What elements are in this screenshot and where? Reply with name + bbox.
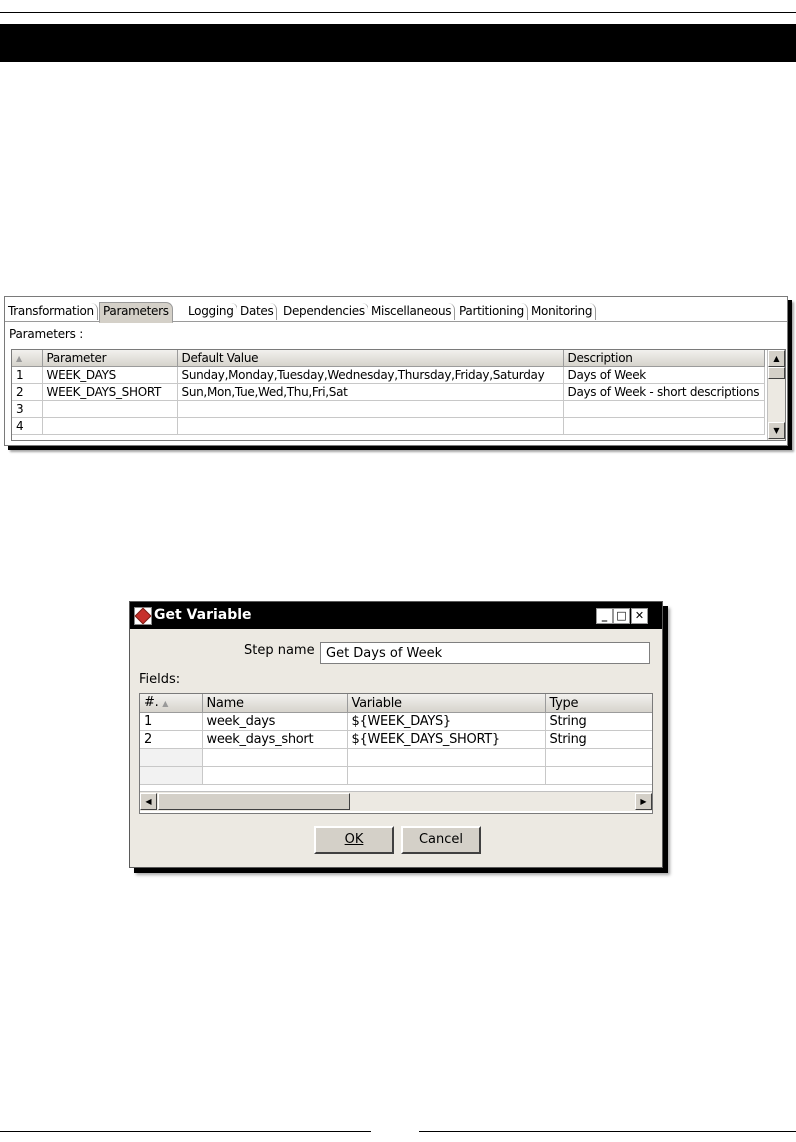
column-header-description[interactable]: Description (563, 350, 764, 367)
column-header-type[interactable]: Type (545, 694, 652, 713)
table-row[interactable] (140, 749, 652, 767)
sort-arrow-icon: ▲ (162, 699, 169, 708)
maximize-icon[interactable]: □ (613, 608, 630, 624)
table-row[interactable] (140, 713, 652, 731)
table-row[interactable] (12, 367, 764, 384)
type-cell[interactable] (545, 767, 652, 785)
table-row[interactable] (140, 767, 652, 785)
tab-dependencies[interactable]: Dependencies (280, 303, 369, 320)
transformation-settings-panel (4, 296, 788, 446)
parameters-table (12, 350, 765, 435)
name-cell[interactable]: week_days_short (202, 731, 347, 749)
description-cell[interactable]: Days of Week - short descriptions (563, 384, 764, 401)
spoon-app-icon (134, 607, 152, 625)
table-row[interactable] (12, 401, 764, 418)
fields-label: Fields: (139, 672, 181, 687)
column-header-variable[interactable]: Variable (347, 694, 545, 713)
ok-button[interactable]: OK (314, 826, 394, 854)
name-cell[interactable] (202, 767, 347, 785)
table-header-row (12, 350, 764, 367)
row-number: 2 (12, 384, 42, 401)
column-header-number[interactable]: #. ▲ (140, 694, 202, 713)
fields-table-container (139, 693, 653, 814)
row-number (140, 767, 202, 785)
description-cell[interactable]: Days of Week (563, 367, 764, 384)
top-rule (0, 12, 796, 13)
sort-arrow-icon[interactable]: ▲ (12, 350, 42, 367)
scroll-left-arrow-icon[interactable]: ◀ (140, 793, 157, 810)
fields-table (140, 694, 653, 785)
column-header-parameter[interactable]: Parameter (42, 350, 177, 367)
footer-rule-right (419, 1131, 796, 1132)
tab-dates[interactable]: Dates (237, 303, 277, 320)
type-cell[interactable] (545, 749, 652, 767)
variable-cell[interactable]: ${WEEK_DAYS} (347, 713, 545, 731)
header-band (0, 24, 796, 62)
table-header-row (140, 694, 652, 713)
parameter-cell[interactable] (42, 401, 177, 418)
default-value-cell[interactable]: Sunday,Monday,Tuesday,Wednesday,Thursday,Friday,Saturday (177, 367, 563, 384)
table-row[interactable] (140, 731, 652, 749)
parameter-cell[interactable] (42, 418, 177, 435)
variable-cell[interactable]: ${WEEK_DAYS_SHORT} (347, 731, 545, 749)
close-icon[interactable]: ✕ (631, 608, 648, 624)
cancel-button[interactable]: Cancel (401, 826, 481, 854)
tab-bar (5, 301, 787, 322)
step-name-input[interactable] (320, 642, 650, 664)
row-number: 3 (12, 401, 42, 418)
parameters-table-container (11, 349, 786, 441)
footer-rule-left (0, 1131, 371, 1132)
get-variable-dialog (129, 601, 663, 868)
variable-cell[interactable] (347, 749, 545, 767)
column-header-name[interactable]: Name (202, 694, 347, 713)
default-value-cell[interactable] (177, 418, 563, 435)
column-header-default-value[interactable]: Default Value (177, 350, 563, 367)
tab-monitoring[interactable]: Monitoring (528, 303, 596, 320)
tab-transformation[interactable]: Transformation (5, 303, 98, 320)
table-row[interactable] (12, 418, 764, 435)
name-cell[interactable]: week_days (202, 713, 347, 731)
table-row[interactable] (12, 384, 764, 401)
scroll-down-arrow-icon[interactable]: ▼ (768, 422, 785, 439)
type-cell[interactable]: String (545, 713, 652, 731)
row-number: 1 (12, 367, 42, 384)
scroll-thumb[interactable] (768, 367, 785, 379)
row-number: 4 (12, 418, 42, 435)
horizontal-scrollbar[interactable] (140, 791, 652, 811)
tab-parameters[interactable]: Parameters (99, 302, 173, 323)
parameters-section-label: Parameters : (9, 327, 84, 341)
variable-cell[interactable] (347, 767, 545, 785)
minimize-icon[interactable]: _ (596, 608, 613, 624)
description-cell[interactable] (563, 418, 764, 435)
scroll-right-arrow-icon[interactable]: ▶ (635, 793, 652, 810)
parameter-cell[interactable]: WEEK_DAYS_SHORT (42, 384, 177, 401)
tab-logging[interactable]: Logging (185, 303, 238, 320)
scroll-up-arrow-icon[interactable]: ▲ (768, 350, 785, 367)
dialog-title: Get Variable (154, 607, 252, 623)
default-value-cell[interactable]: Sun,Mon,Tue,Wed,Thu,Fri,Sat (177, 384, 563, 401)
step-name-label: Step name (244, 643, 315, 658)
default-value-cell[interactable] (177, 401, 563, 418)
description-cell[interactable] (563, 401, 764, 418)
scroll-thumb[interactable] (158, 793, 350, 810)
vertical-scrollbar[interactable] (767, 350, 785, 440)
dialog-titlebar[interactable] (130, 602, 662, 629)
row-number: 2 (140, 731, 202, 749)
tab-partitioning[interactable]: Partitioning (456, 303, 528, 320)
name-cell[interactable] (202, 749, 347, 767)
row-number (140, 749, 202, 767)
type-cell[interactable]: String (545, 731, 652, 749)
parameter-cell[interactable]: WEEK_DAYS (42, 367, 177, 384)
tab-miscellaneous[interactable]: Miscellaneous (368, 303, 455, 320)
row-number: 1 (140, 713, 202, 731)
